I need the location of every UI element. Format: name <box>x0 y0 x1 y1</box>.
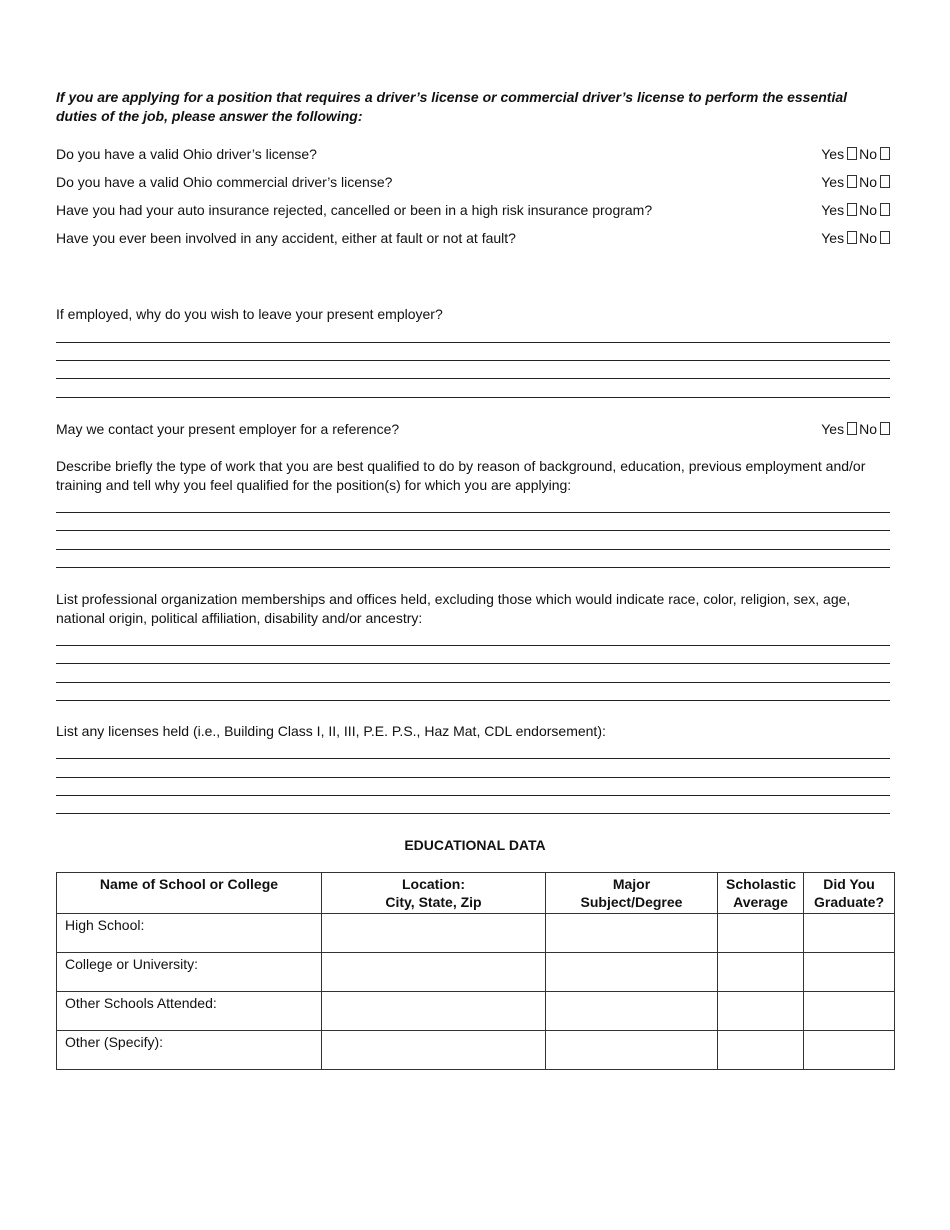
answer-line[interactable] <box>56 549 890 550</box>
answer-line[interactable] <box>56 360 890 361</box>
question-accident: Have you ever been involved in any accident, either at fault or not at fault? <box>56 230 516 246</box>
answer-line[interactable] <box>56 777 890 778</box>
licenses-prompt: List any licenses held (i.e., Building Class I, II, III, P.E. P.S., Haz Mat, CDL endorsement): <box>56 723 606 739</box>
header-scholastic-average: Scholastic Average <box>718 873 804 914</box>
header-graduated: Did You Graduate? <box>804 873 895 914</box>
yes-label: Yes <box>821 421 845 437</box>
describe-qualifications-prompt: Describe briefly the type of work that you are best qualified to do by reason of background, education, previous employment and/or training and tell why you feel qualified for the position(s) for which you are applying: <box>56 458 866 493</box>
table-row <box>57 992 895 1031</box>
answer-line[interactable] <box>56 530 890 531</box>
answer-line[interactable] <box>56 795 890 796</box>
answer-line[interactable] <box>56 758 890 759</box>
no-checkbox[interactable] <box>880 175 890 188</box>
yes-checkbox[interactable] <box>847 175 857 188</box>
answer-line[interactable] <box>56 663 890 664</box>
table-row <box>57 1031 895 1070</box>
answer-line[interactable] <box>56 567 890 568</box>
graduated-cell[interactable] <box>804 1031 895 1070</box>
average-cell[interactable] <box>718 953 804 992</box>
table-row <box>57 953 895 992</box>
no-checkbox[interactable] <box>880 231 890 244</box>
yes-no-insurance-rejected <box>821 201 892 220</box>
yes-checkbox[interactable] <box>847 231 857 244</box>
contact-employer-question: May we contact your present employer for a reference? <box>56 421 400 437</box>
yes-label: Yes <box>821 146 845 162</box>
no-label: No <box>859 202 877 218</box>
row-label-other-specify: Other (Specify): <box>57 1031 322 1070</box>
answer-line[interactable] <box>56 397 890 398</box>
yes-label: Yes <box>821 230 845 246</box>
location-cell[interactable] <box>322 953 546 992</box>
education-table <box>56 872 895 1070</box>
no-checkbox[interactable] <box>880 203 890 216</box>
no-checkbox[interactable] <box>880 422 890 435</box>
answer-line[interactable] <box>56 378 890 379</box>
average-cell[interactable] <box>718 914 804 953</box>
yes-checkbox[interactable] <box>847 203 857 216</box>
major-cell[interactable] <box>546 992 718 1031</box>
answer-line[interactable] <box>56 813 890 814</box>
row-label-high-school: High School: <box>57 914 322 953</box>
average-cell[interactable] <box>718 1031 804 1070</box>
question-insurance-rejected: Have you had your auto insurance rejected, cancelled or been in a high risk insurance program? <box>56 202 653 218</box>
header-location: Location: City, State, Zip <box>322 873 546 914</box>
organizations-prompt: List professional organization memberships and offices held, excluding those which would indicate race, color, religion, sex, age, national origin, political affiliation, disability and/or ancestry: <box>56 591 851 626</box>
answer-line[interactable] <box>56 682 890 683</box>
no-label: No <box>859 174 877 190</box>
graduated-cell[interactable] <box>804 992 895 1031</box>
no-checkbox[interactable] <box>880 147 890 160</box>
major-cell[interactable] <box>546 914 718 953</box>
header-major: Major Subject/Degree <box>546 873 718 914</box>
yes-no-accident <box>821 229 892 248</box>
location-cell[interactable] <box>322 914 546 953</box>
no-label: No <box>859 421 877 437</box>
graduated-cell[interactable] <box>804 953 895 992</box>
row-label-college: College or University: <box>57 953 322 992</box>
yes-no-drivers-license <box>821 145 892 164</box>
intro-instructions: If you are applying for a position that requires a driver’s license or commercial driver’s license to perform the essential duties of the job, please answer the following: <box>56 89 848 124</box>
header-school-name: Name of School or College <box>57 873 322 914</box>
no-label: No <box>859 146 877 162</box>
yes-label: Yes <box>821 174 845 190</box>
graduated-cell[interactable] <box>804 914 895 953</box>
yes-checkbox[interactable] <box>847 422 857 435</box>
table-row <box>57 914 895 953</box>
major-cell[interactable] <box>546 1031 718 1070</box>
average-cell[interactable] <box>718 992 804 1031</box>
yes-no-contact-employer <box>821 420 892 439</box>
educational-data-title: EDUCATIONAL DATA <box>404 837 546 853</box>
answer-line[interactable] <box>56 512 890 513</box>
location-cell[interactable] <box>322 992 546 1031</box>
location-cell[interactable] <box>322 1031 546 1070</box>
leave-employer-question: If employed, why do you wish to leave your present employer? <box>56 306 443 322</box>
major-cell[interactable] <box>546 953 718 992</box>
question-commercial-license: Do you have a valid Ohio commercial driver’s license? <box>56 174 393 190</box>
yes-label: Yes <box>821 202 845 218</box>
no-label: No <box>859 230 877 246</box>
table-header-row <box>57 873 895 914</box>
yes-no-commercial-license <box>821 173 892 192</box>
question-drivers-license: Do you have a valid Ohio driver’s license? <box>56 146 317 162</box>
answer-line[interactable] <box>56 700 890 701</box>
row-label-other-schools: Other Schools Attended: <box>57 992 322 1031</box>
answer-line[interactable] <box>56 342 890 343</box>
yes-checkbox[interactable] <box>847 147 857 160</box>
answer-line[interactable] <box>56 645 890 646</box>
